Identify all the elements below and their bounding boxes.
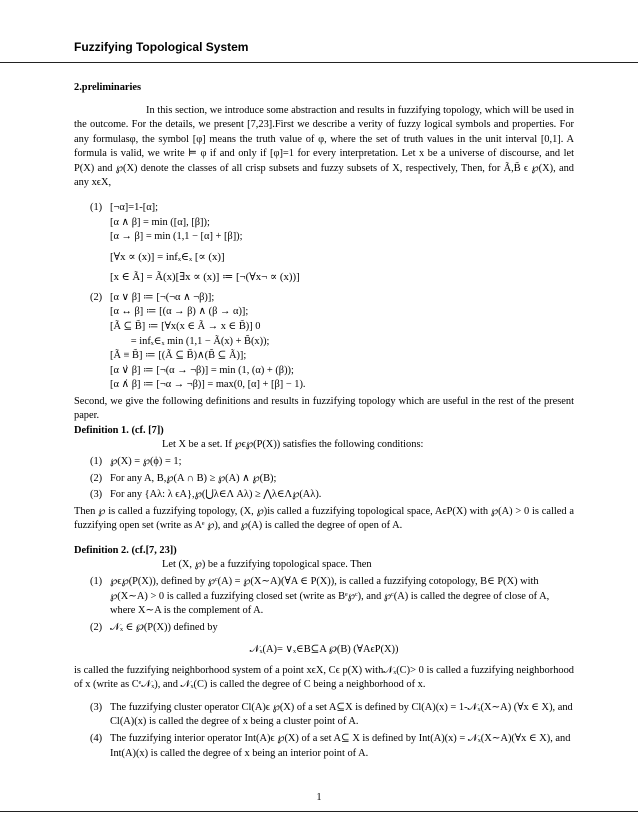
equation-number [90,364,110,379]
list-item-number: (3) [90,701,103,713]
list-item-text: The fuzzifying interior operator Int(A)ϵ ℘(X) of a set A⊆ X is defined by Int(A)(x) = 𝒩ₓ(X∼A)(∀x ∈ X), and Int(A)(x) is called the degree of x being an interior point of A. [110,733,571,759]
page-body [74,70,574,763]
equation-row [90,364,574,379]
list-item [90,575,574,619]
list-item-text: ℘(X) = ℘(ϕ) = 1; [110,456,182,468]
equation-text: [∀x ∝ (x)] = infₓ∈ₓ [∝ (x)] [110,250,225,263]
definition-1-closing: Then ℘ is called a fuzzifying topology, (X, ℘)is called a fuzzifying topological space, AϵP(X) with ℘(A) > 0 is called a fuzzifying open set (write as Aᵉ ℘), and ℘(A) is called the degree of open of A. [74,505,574,532]
list-item [90,732,574,761]
header-divider [0,62,638,63]
list-item-text: 𝒩ₓ ∈ ℘(P(X)) defined by [110,621,218,633]
list-item-number: (2) [90,472,103,484]
list-item [90,455,574,470]
equation-row [90,378,574,393]
definition-1-title: Definition 1. (cf. [7]) [74,424,164,436]
definition-1-intro: Let X be a set. If ℘ϵ℘(P(X)) satisfies the following conditions: [162,439,424,451]
equation-text: [¬α]=1-[α]; [110,201,158,213]
equation-block [90,201,574,393]
spacer [74,534,574,544]
equation-row [90,335,574,350]
list-item-text: ℘ϵ℘(P(X)), defined by ℘ᶜ(A) = ℘(X∼A)(∀A ∈ P(X)), is called a fuzzifying cotopology, B∈ P(X) with ℘(X∼A) > 0 is called a fuzzifying closed set (write as Bᵉ℘ᶜ), and ℘ᶜ(A) is called the degree of close of A, where X∼A is the complement of A. [110,575,550,617]
equation-number [90,378,110,393]
list-item [90,621,574,636]
list-item-number: (1) [90,456,103,468]
equation-number [90,305,110,320]
equation-text: = infₓ∈ₓ min (1,1 − Ã(x) + B̃(x)); [110,335,270,347]
equation-row [90,230,574,245]
equation-row [90,349,574,364]
second-paragraph: Second, we give the following definitions and results in fuzzifying topology which are useful in the rest of the present paper. [74,395,574,422]
equation-number: (1) [90,201,103,213]
equation-text: [x ∈ Ã] = Ã(x)[∃x ∝ (x)] ≔ [¬(∀x¬ ∝ (x))] [110,270,300,283]
equation-number [90,216,110,231]
equation-text: [α ∧̇ β] ≔ [¬α → ¬β)] = max(0, [α] + [β] − 1). [110,379,306,391]
section-heading: 2.preliminaries [74,82,142,93]
list-item-number: (1) [90,575,103,587]
list-item [90,701,574,730]
equation-number [90,320,110,335]
equation-text: [α ↔ β] ≔ [(α → β) ∧ (β → α)]; [110,306,249,318]
equation-row [90,320,574,335]
equation-row [90,216,574,231]
footer-divider [0,811,638,812]
list-item-number: (2) [90,621,103,633]
equation-text: [α → β] = min (1,1 − [α] + [β]); [110,231,243,243]
definition-2-closing: is called the fuzzifying neighborhood system of a point xϵX, Cϵ p(X) with𝒩ₓ(C)> 0 is called a fuzzifying neighborhood of x (write as Cᵉ𝒩ₓ), and 𝒩ₓ(C) is called the degree of C being a neighborhood of x. [74,664,574,691]
equation-number [90,230,110,245]
equation-row [90,291,574,306]
equation-row [90,250,574,265]
definition-2-intro: Let (X, ℘) be a fuzzifying topological space. Then [162,559,372,571]
equation-number: (2) [90,291,103,303]
page-number: 1 [316,792,322,803]
equation-text: [α ∨̇ β] ≔ [¬(α → ¬β)] = min (1, (α) + (β)); [110,364,294,376]
definition-2-title: Definition 2. (cf.[7, 23]) [74,544,177,556]
neighborhood-formula: 𝒩ₓ(A)= ∨ₓ∈B⊆A ℘(B) (∀AϵP(X)) [249,644,399,656]
list-item-number: (3) [90,489,103,501]
equation-number [90,335,110,350]
equation-text: [α ∧ β] = min ([α], [β]); [110,216,210,228]
equation-number [90,349,110,364]
equation-text: [Ã ⊆ B̃] ≔ [∀x(x ∈ Ã → x ∈ B̃)] 0 [110,320,261,332]
definition-1-conditions [90,455,574,503]
equation-text: [Ã ≡ B̃] ≔ [(Ã ⊆ B̃)∧(B̃ ⊆ Ã)]; [110,350,247,362]
equation-row [90,305,574,320]
list-item-number: (4) [90,733,103,745]
definition-2-items [90,575,574,635]
equation-number [90,250,110,265]
list-item-text: The fuzzifying cluster operator Cl(A)ϵ ℘(X) of a set A⊆X is defined by Cl(A)(x) = 1-𝒩ₓ(X∼A) (∀x ∈ X), and Cl(A)(x) is called the degree of x being a cluster point of A. [110,701,573,728]
equation-number [90,270,110,285]
list-item [90,488,574,503]
equation-text: [α ∨ β] ≔ [¬(¬α ∧ ¬β)]; [110,291,215,303]
running-header: Fuzzifying Topological System [74,40,249,54]
list-item-text: For any {Aλ: λ ϵA},℘(⋃λ∈Λ Aλ) ≥ ⋀λ∈Λ℘(Aλ). [110,489,322,501]
list-item [90,472,574,487]
intro-paragraph: In this section, we introduce some abstraction and results in fuzzifying topology, which will be used in the outcome. For the details, we present [7,23].First we describe a verity of fuzzy logical symbols and properties. For any formulasφ, the symbol [φ] means the truth value of φ, where the set of truth values in the unit interval [0,1]. A formula is valid, we write ⊨ φ if and only if [φ]=1 for every interpretation. Let x be a universe of discourse, and let P(X) and ℘(X) denote the classes of all crisp subsets and fuzzy subsets of X, respectively, Then, for Ã,B̃ ϵ ℘(X), and any xϵX, [74,104,574,189]
equation-row [90,201,574,216]
equation-row [90,270,574,285]
definition-2-operators [90,701,574,761]
list-item-text: For any A, B,℘(A ∩ B) ≥ ℘(A) ∧ ℘(B); [110,472,277,484]
